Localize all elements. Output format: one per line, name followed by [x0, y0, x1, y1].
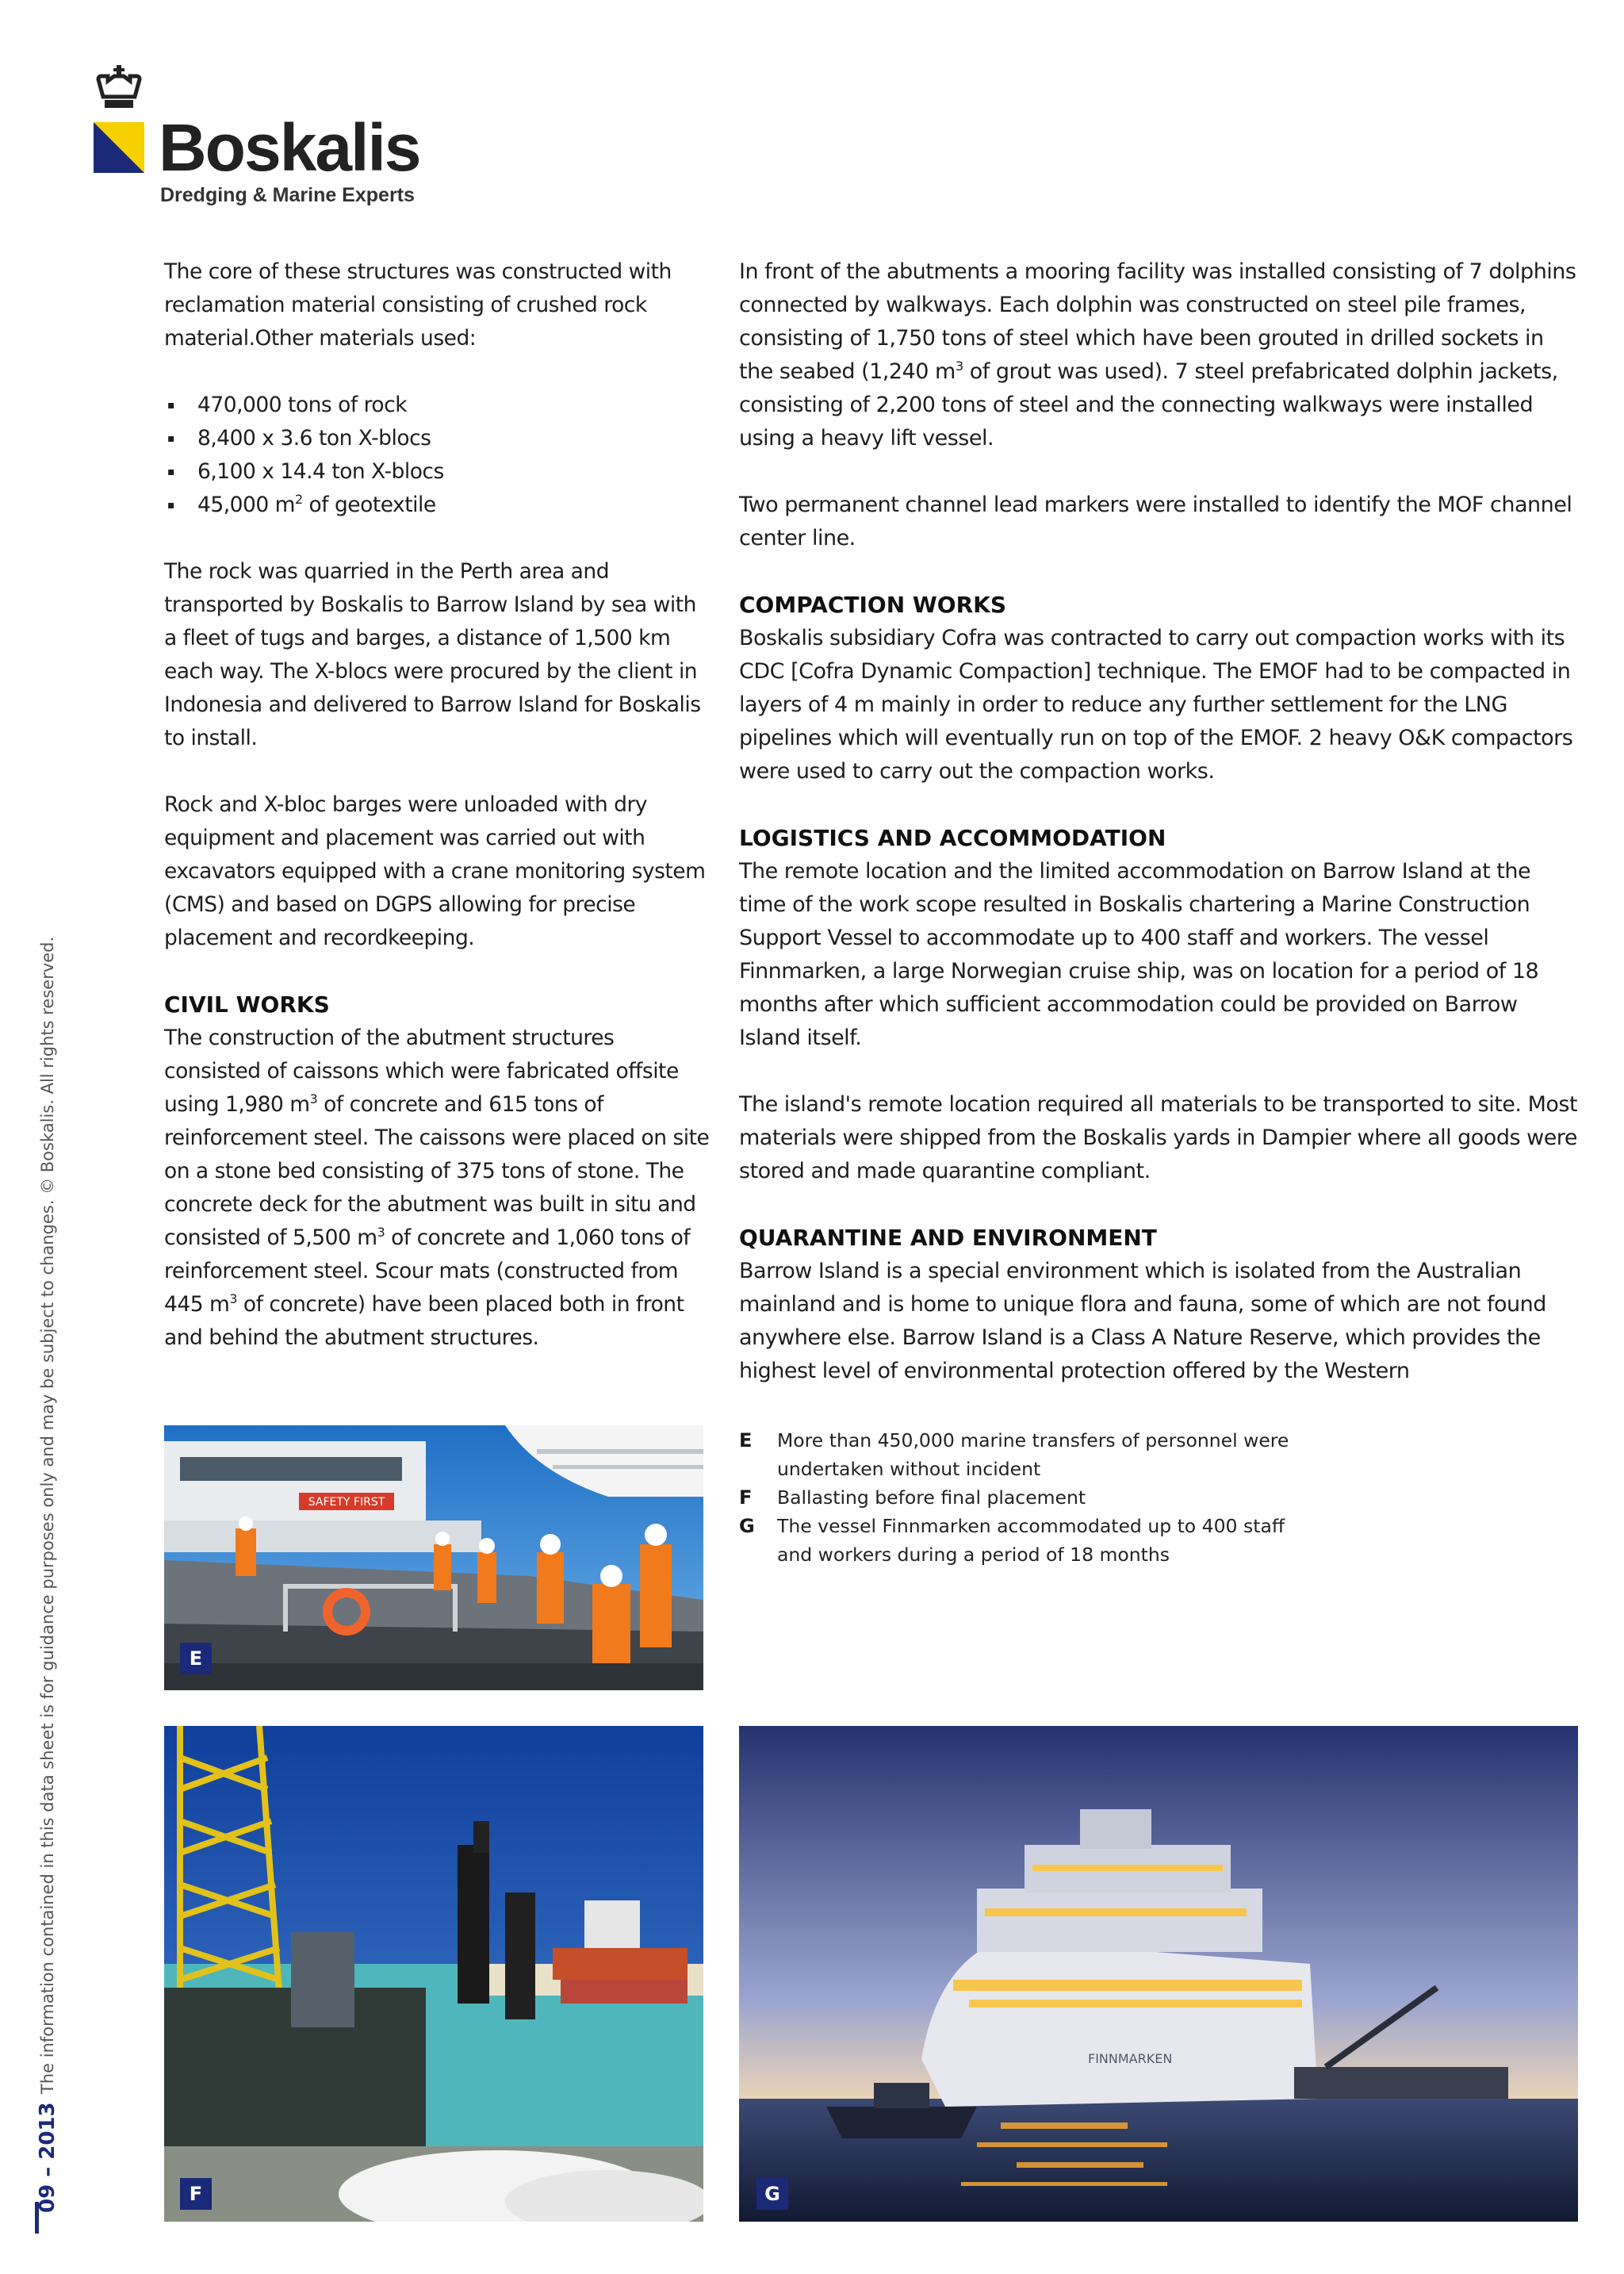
flag-mark	[94, 122, 144, 173]
logistics-paragraph: The remote location and the limited accommodation on Barrow Island at the time of the work scope resulted in Boskalis chartering a Marine Construction Support Vessel to accommodate up to 400 staff and workers. The vessel Finnmarken, a large Norwegian cruise ship, was on location for a period of 18 months after which sufficient accommodation could be provided on Barrow Island itself.	[739, 859, 1539, 1050]
photo-e-sign: SAFETY FIRST	[308, 1496, 385, 1509]
right-column	[739, 255, 1580, 1388]
left-column	[164, 255, 711, 1355]
photo-g-label: G	[756, 2178, 788, 2210]
photo-e-label: E	[180, 1643, 212, 1674]
materials-list	[164, 389, 711, 522]
photo-captions	[739, 1426, 1294, 1569]
list-item: ▪ 8,400 x 3.6 ton X-blocs	[164, 422, 711, 455]
markers-paragraph: Two permanent channel lead markers were installed to identify the MOF channel center line.	[739, 493, 1572, 550]
barges-paragraph: Rock and X-bloc barges were unloaded with dry equipment and placement was carried out with excavators equipped with a crane monitoring system (CMS) and based on DGPS allowing for precise placement and recordkeeping.	[164, 792, 706, 950]
quarantine-heading: QUARANTINE AND ENVIRONMENT	[739, 1225, 1157, 1251]
caption-g: G The vessel Finnmarken accommodated up to 400 staff and workers during a period of 18 months	[739, 1515, 1285, 1566]
page-number: 09 – 2013	[36, 2102, 59, 2213]
logistics-heading: LOGISTICS AND ACCOMMODATION	[739, 825, 1166, 851]
photo-e-vessel-deck	[164, 1425, 703, 1690]
rock-paragraph: The rock was quarried in the Perth area and transported by Boskalis to Barrow Island by sea with a fleet of tugs and barges, a distance of 1,500 km each way. The X-blocs were procured by the client in Indonesia and delivered to Barrow Island for Boskalis to install.	[164, 559, 701, 750]
mooring-paragraph: In front of the abutments a mooring facility was installed consisting of 7 dolphins connected by walkways. Each dolphin was constructed on steel pile frames, consisting of 1,750 tons of steel which have been grouted in drilled sockets in the seabed (1,240 $m^3$ of grout was used). 7 steel prefabricated dolphin jackets, consisting of 2,200 tons of steel and the connecting walkways were installed using a heavy lift vessel.	[739, 259, 1576, 451]
list-item: ▪ 45,000 $m^2$ of geotextile	[164, 489, 711, 522]
photo-g-cruise-ship	[739, 1726, 1578, 2222]
photo-g-ship-name: FINNMARKEN	[1088, 2051, 1173, 2066]
civil-works-heading: CIVIL WORKS	[164, 991, 330, 1018]
civil-works-paragraph: The construction of the abutment structures consisted of caissons which were fabricated offsite using 1,980 $m^3$ of concrete and 615 tons of reinforcement steel. The caissons were placed on site on a stone bed consisting of 375 tons of stone. The concrete deck for the abutment was built in situ and consisted of 5,500 $m^3$ of concrete and 1,060 tons of reinforcement steel. Scour mats (constructed from 445 $m^3$ of concrete) have been placed both in front and behind the abutment structures.	[164, 1026, 710, 1350]
crown-icon	[94, 65, 144, 116]
compaction-paragraph: Boskalis subsidiary Cofra was contracted to carry out compaction works with its CDC [Cofra Dynamic Compaction] technique. The EMOF had to be compacted in layers of 4 m mainly in order to reduce any further settlement for the LNG pipelines which will eventually run on top of the EMOF. 2 heavy O&K compactors were used to carry out the compaction works.	[739, 626, 1573, 784]
caption-e: E More than 450,000 marine transfers of personnel were undertaken without incident	[739, 1429, 1289, 1480]
intro-paragraph: The core of these structures was constructed with reclamation material consisting of crushed rock material.Other materials used:	[164, 259, 672, 351]
photo-f-label: F	[180, 2178, 212, 2210]
side-disclaimer: The information contained in this data sheet is for guidance purposes only and may be subject to changes. © Boskalis. All rights reserved.	[38, 936, 57, 2094]
caption-f: F Ballasting before final placement	[739, 1486, 1086, 1509]
photo-f-crane-barge	[164, 1726, 703, 2222]
quarantine-paragraph: Barrow Island is a special environment which is isolated from the Australian mainland and is home to unique flora and fauna, some of which are not found anywhere else. Barrow Island is a Class A Nature Reserve, which provides the highest level of environmental protection offered by the Western	[739, 1259, 1546, 1383]
list-item: ▪ 470,000 tons of rock	[164, 389, 711, 422]
boskalis-logo	[92, 65, 457, 216]
remote-location-paragraph: The island's remote location required all materials to be transported to site. Most materials were shipped from the Boskalis yards in Dampier where all goods were stored and made quarantine compliant.	[739, 1092, 1578, 1183]
brand-tagline: Dredging & Marine Experts	[160, 184, 415, 206]
brand-wordmark: Boskalis	[159, 110, 420, 185]
list-item: ▪ 6,100 x 14.4 ton X-blocs	[164, 455, 711, 489]
compaction-heading: COMPACTION WORKS	[739, 592, 1006, 618]
